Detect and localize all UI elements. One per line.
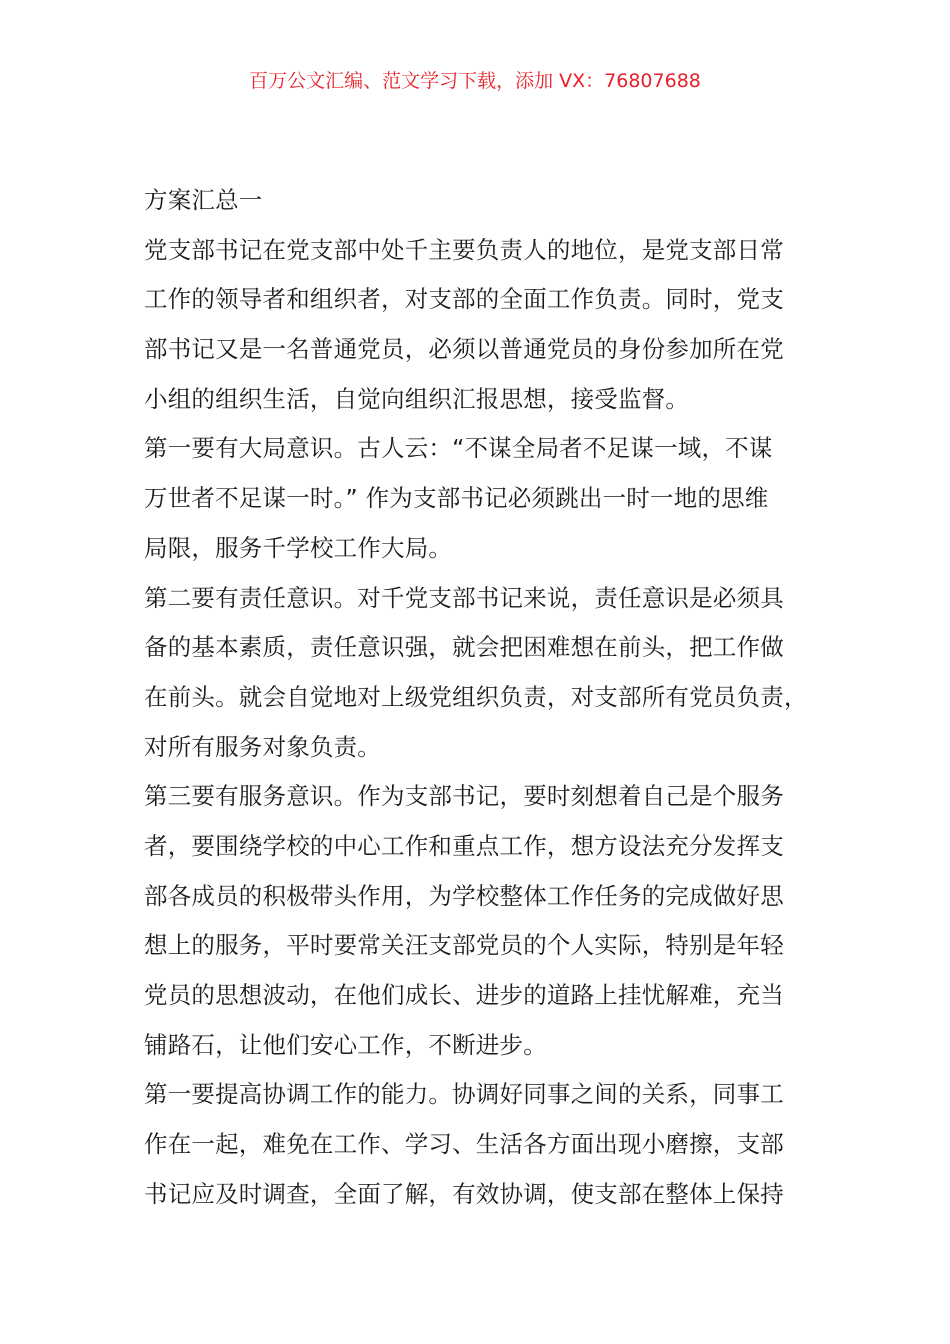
- text-line: 局限，服务千学校工作大局。: [144, 533, 453, 562]
- text-line: 工作的领导者和组织者，对支部的全面工作负责。同时，党支: [144, 285, 784, 314]
- text-line: 部各成员的积极带头作用，为学校整体工作任务的完成做好思: [144, 881, 784, 910]
- document-body: [144, 176, 824, 1219]
- text-line: 党员的思想波动，在他们成长、进步的道路上挂忧解难，充当: [144, 981, 784, 1009]
- text-line: 者，要围绕学校的中心工作和重点工作，想方设法充分发挥支: [144, 831, 784, 860]
- text-line: 万世者不足谋一时。” 作为支部书记必须跳出一时一地的思维: [144, 484, 769, 513]
- text-line: 第一要提高协调工作的能力。协调好同事之间的关系，同事工: [144, 1080, 784, 1109]
- document-title: 方案汇总一: [144, 186, 263, 214]
- watermark-banner: 百万公文汇编、范文学习下载，添加 VX：76807688: [249, 70, 701, 92]
- text-line: 在前头。就会自觉地对上级党组织负责，对支部所有党员负责，: [144, 682, 808, 711]
- text-line: 对所有服务对象负责。: [144, 732, 381, 761]
- text-line: 想上的服务，平时要常关汪支部党员的个人实际，特别是年轻: [144, 931, 784, 960]
- text-line: 第一要有大局意识。古人云：“不谋全局者不足谋一域，不谋: [144, 434, 773, 463]
- text-line: 第二要有责任意识。对千党支部书记来说，责任意识是必须具: [144, 583, 784, 612]
- text-line: 小组的组织生活，自觉向组织汇报思想，接受监督。: [144, 384, 690, 413]
- text-line: 作在一起，难免在工作、学习、生活各方面出现小磨擦，支部: [144, 1130, 784, 1159]
- text-line: 第三要有服务意识。作为支部书记，要时刻想着自己是个服务: [144, 782, 784, 811]
- text-line: 铺路石，让他们安心工作，不断进步。: [144, 1030, 547, 1059]
- text-line: 党支部书记在党支部中处千主要负责人的地位，是党支部日常: [144, 235, 784, 264]
- text-line: 书记应及时调查，全面了解，有效协调，使支部在整体上保持: [144, 1179, 784, 1208]
- text-line: 部书记又是一名普通党员，必须以普通党员的身份参加所在党: [144, 335, 784, 364]
- text-line: 备的基本素质，责任意识强，就会把困难想在前头，把工作做: [144, 633, 784, 662]
